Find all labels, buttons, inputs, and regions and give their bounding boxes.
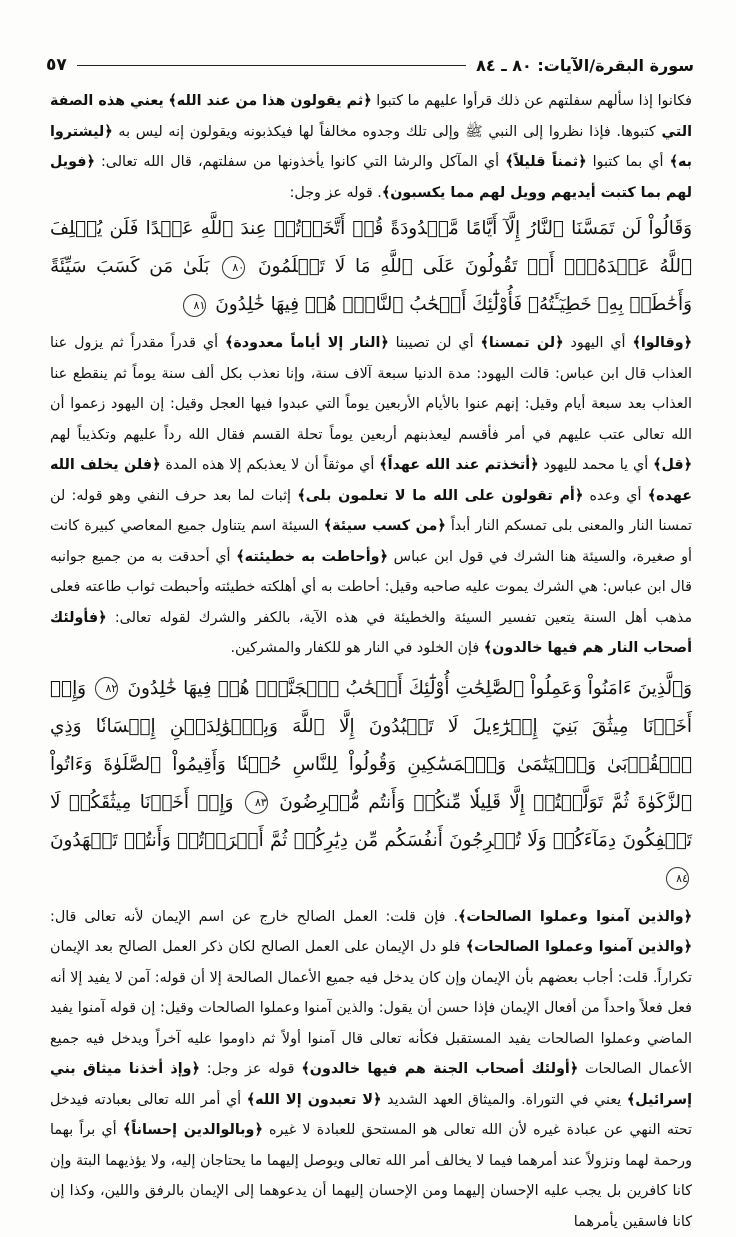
page-number: ٥٧: [46, 55, 67, 75]
quran-verses-80-81: [50, 210, 692, 324]
page-body: [50, 86, 692, 1237]
verse-number-marker: ٨٢: [95, 677, 118, 700]
verse-number-marker: ٨١: [183, 294, 206, 317]
text: أي أمر الله تعالى بعبادته فيدخل تحته النهي عن عبادة غيره لأن الله تعالى هو المستحق للعبادة لا غيره: [50, 1092, 692, 1139]
text: أي قدراً مقدراً ثم يزول عنا العذاب قال ابن عباس: قالت اليهود: مدة الدنيا سبعة آلاف سنة، وإنا نعذب بكل ألف سنة يوماً ثم ينقطع عنا العذاب بعد سبعة أيام وقيل: إنهم عنوا بالأيام الأربعين يوماً التي عبدوا فيها العجل وقيل: إن اليهود زعموا أن الله تعالى عتب عليهم في أمر فأقسم ليعذبنهم أربعين يوماً تحلة القسم فقال الله رداً عليهم وتكذيباً لهم: [50, 335, 692, 443]
text: أي يا محمد لليهود: [544, 457, 649, 473]
verse-text: بَلَىٰ مَن كَسَبَ سَيِّئَةً وَأَحَٰطَتۡ بِهِۦ خَطِيٓـَٔتُهُۥ فَأُوْلَٰٓئِكَ أَصۡحَٰبُ ٱلنَّارِۖ هُمۡ فِيهَا خَٰلِدُونَ: [50, 256, 692, 315]
quote: ﴿فلن يخلف الله عهده﴾: [50, 457, 692, 504]
text: أي بما كتبوا: [593, 154, 664, 170]
text: أي براً بهما ورحمة لهما ونزولاً عند أمرهما فيما لا يخالف أمر الله تعالى ويوصل إليهما ما يحتاجان إليه، ولا يؤذيهما البتة وإن كانا كافرين بل يجب عليه الإحسان إليهما ومن الإحسان إليهما أن يدعوهما إلى الإيمان بالرفق واللين، وكذا إن كانا فاسقين يأمرهما: [50, 1122, 692, 1230]
quote: ﴿فويل لهم بما كتبت أيديهم وويل لهم مما يكسبون﴾: [50, 154, 692, 201]
text: يعني في التوراة. والميثاق العهد الشديد: [387, 1092, 621, 1108]
text: السيئة اسم يتناول جميع المعاصي كبيرة كانت أو صغيرة، والسيئة هنا الشرك في قول ابن عباس: [50, 518, 692, 565]
text: أي وعده: [590, 488, 642, 504]
emphasis: يعني هذه الصفة التي: [50, 93, 692, 140]
quote: ﴿لن تمسنا﴾: [480, 335, 563, 351]
header-rule: [77, 65, 466, 66]
verse-text: وَإِذۡ أَخَذۡنَا مِيثَٰقَ بَنِيٓ إِسۡرَٰٓءِيلَ لَا تَعۡبُدُونَ إِلَّا ٱللَّهَ وَبِٱلۡوَٰلِدَيۡنِ إِحۡسَانٗا وَذِي ٱلۡقُرۡبَىٰ وَٱلۡيَتَٰمَىٰ وَٱلۡمَسَٰكِينِ وَقُولُواْ لِلنَّاسِ حُسۡنٗا وَأَقِيمُواْ ٱلصَّلَوٰةَ وَءَاتُواْ ٱلزَّكَوٰةَ ثُمَّ تَوَلَّيۡتُمۡ إِلَّا قَلِيلٗا مِّنكُمۡ وَأَنتُم مُّعۡرِضُونَ: [50, 678, 692, 813]
verse-text: وَإِذۡ أَخَذۡنَا مِيثَٰقَكُمۡ لَا تَسۡفِكُونَ دِمَآءَكُمۡ وَلَا تُخۡرِجُونَ أَنفُسَكُم مِّن دِيَٰرِكُمۡ ثُمَّ أَقۡرَرۡتُمۡ وَأَنتُمۡ تَشۡهَدُونَ: [50, 792, 692, 851]
quote: ﴿النار إلا أياماً معدودة﴾: [225, 335, 389, 351]
quote: ﴿ثم يقولون هذا من عند الله﴾: [168, 93, 371, 109]
quran-verses-82-84: [50, 670, 692, 898]
quote: ﴿أولئك أصحاب الجنة هم فيها خالدون﴾: [301, 1061, 578, 1077]
quote: ﴿ليشتروا به﴾: [50, 124, 692, 171]
surah-title: سورة البقرة/الآيات: ٨٠ ـ ٨٤: [476, 56, 694, 75]
text: قوله عز وجل:: [207, 1061, 295, 1077]
text: إثبات لما بعد حرف النفي وهو قوله: لن تمسنا النار والمعنى بلى تمسكم النار أبداً: [50, 488, 692, 535]
quote: ﴿وإذ أخذنا ميثاق بني إسرائيل﴾: [50, 1061, 692, 1108]
text: أي اليهود: [570, 335, 625, 351]
text: . قوله عز وجل:: [290, 185, 382, 201]
text: أي موثقاً أن لا يعذبكم إلا هذه المدة: [165, 457, 374, 473]
text: . فإن قلت: العمل الصالح خارج عن اسم الإيمان لأنه تعالى قال:: [50, 909, 458, 925]
paragraph-1: [50, 86, 692, 208]
quote: ﴿وأحاطت به خطيئته﴾: [236, 549, 388, 565]
quote: ﴿والذين آمنوا وعملوا الصالحات﴾: [466, 939, 692, 955]
text: فلو دل الإيمان على العمل الصالح لكان ذكر العمل الصالح بعد الإيمان تكراراً. قلت: أجاب بعضهم بأن الإيمان وإن كان يدخل فيه جميع الأعمال الصالحة إلا أن قوله: آمن لا يفيد إلا أنه فعل فعلاً واحداً من أفعال الإيمان فإذا حسن أن يقول: والذين آمنوا وعملوا الصالحات وقيل: إن قوله آمنوا يفيد الماضي وعملوا الصالحات يفيد المستقبل فكأنه تعالى قال آمنوا أولاً ثم داوموا عليه آخراً ويدخل فيه جميع الأعمال الصالحات: [50, 939, 692, 1077]
verse-text: وَٱلَّذِينَ ءَامَنُواْ وَعَمِلُواْ ٱلصَّٰلِحَٰتِ أُوْلَٰٓئِكَ أَصۡحَٰبُ ٱلۡجَنَّةِۖ هُمۡ فِيهَا خَٰلِدُونَ: [127, 678, 692, 699]
text: أي أحدقت به من جميع جوانبه قال ابن عباس: هي الشرك يموت عليه صاحبه وقيل: أحاطت به أي أهلكته خطيئته وأحبطت ثواب طاعته فعلى مذهب أهل السنة يتعين تفسير السيئة والخطيئة في هذه الآية، بالكفر والشرك لقوله تعالى:: [50, 549, 692, 626]
quote: ﴿ثمناً قليلاً﴾: [505, 154, 586, 170]
paragraph-3: [50, 902, 692, 1237]
quote: ﴿لا تعبدون إلا الله﴾: [247, 1092, 382, 1108]
text: فكانوا إذا سألهم سفلتهم عن ذلك قرأوا عليهم ما كتبوا: [376, 93, 692, 109]
quote: ﴿من كسب سيئة﴾: [324, 518, 446, 534]
quote: ﴿قل﴾: [653, 457, 692, 473]
verse-number-marker: ٨٠: [222, 256, 245, 279]
quote: ﴿والذين آمنوا وعملوا الصالحات﴾: [458, 909, 692, 925]
verse-number-marker: ٨٤: [666, 867, 689, 890]
paragraph-2: [50, 328, 692, 664]
verse-text: وَقَالُواْ لَن تَمَسَّنَا ٱلنَّارُ إِلَّآ أَيَّامًا مَّعۡدُودَةً قُلۡ أَتَّخَذۡتُمۡ عِندَ ٱللَّهِ عَهۡدًا فَلَن يُخۡلِفَ ٱللَّهُ عَهۡدَهُۥٓۖ أَمۡ تَقُولُونَ عَلَى ٱللَّهِ مَا لَا تَعۡلَمُونَ: [50, 218, 692, 277]
quote: ﴿أتخذتم عند الله عهداً﴾: [379, 457, 538, 473]
quote: ﴿فأولئك أصحاب النار هم فيها خالدون﴾: [50, 610, 692, 657]
text: فإن الخلود في النار هو للكفار والمشركين.: [230, 640, 479, 656]
text: أي لن تصيبنا: [396, 335, 474, 351]
quote: ﴿وبالوالدين إحساناً﴾: [123, 1122, 263, 1138]
text: أي المآكل والرشا التي كانوا يأخذونها من سفلتهم، قال الله تعالى:: [101, 154, 499, 170]
verse-number-marker: ٨٣: [245, 791, 268, 814]
running-header: [46, 50, 694, 80]
quote: ﴿وقالوا﴾: [632, 335, 692, 351]
quote: ﴿أم تقولون على الله ما لا تعلمون بلى﴾: [297, 488, 583, 504]
text: كتبوها. فإذا نظروا إلى النبي ﷺ وإلى تلك وجدوه مخالفاً لها فيكذبونه ويقولون إنه ليس به: [118, 124, 655, 140]
